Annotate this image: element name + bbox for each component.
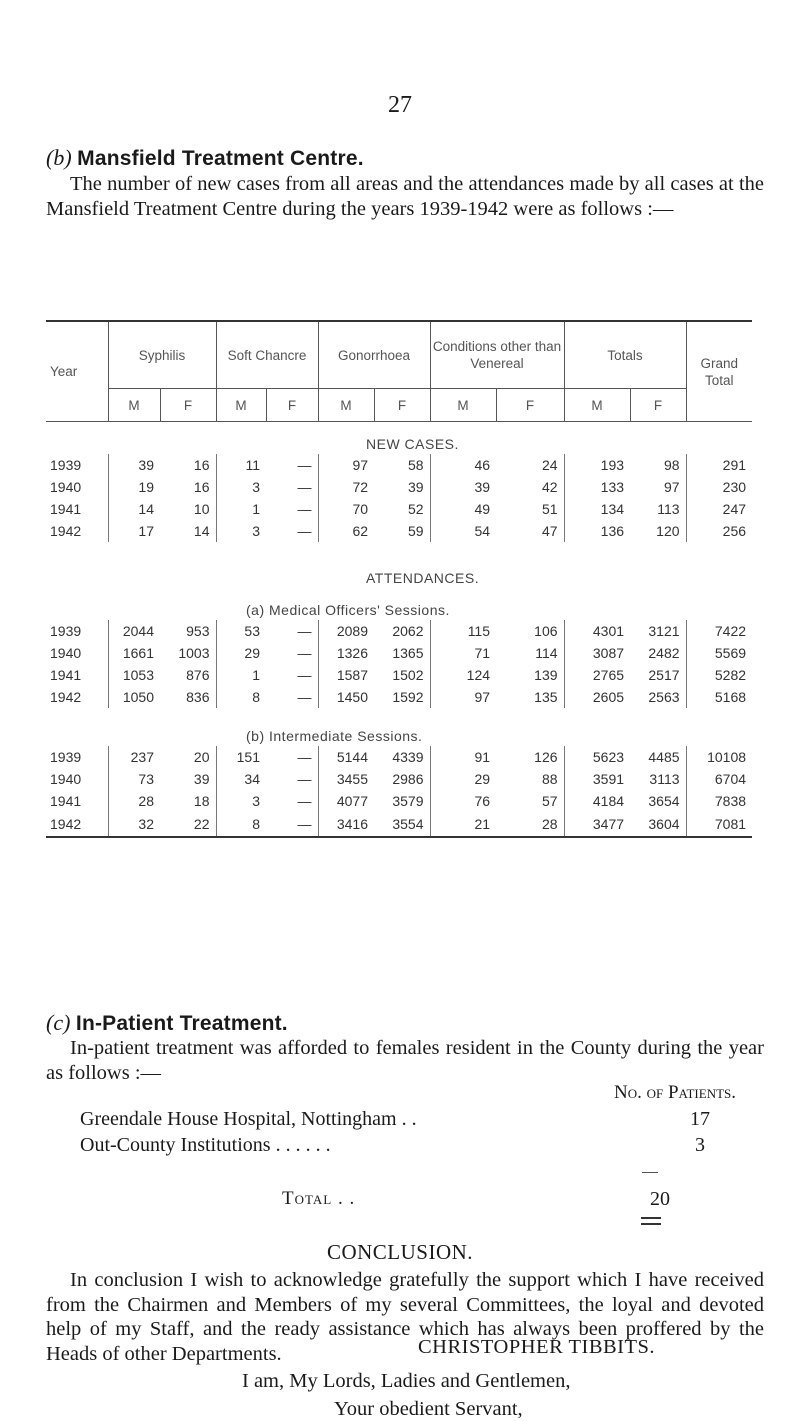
treatment-table-wrap: [46, 320, 752, 838]
section-banner-row: [46, 542, 752, 588]
table-cell: 51: [541, 501, 558, 517]
table-cell: 28: [496, 812, 564, 837]
table-cell: 3554: [374, 812, 430, 837]
table-cell: —: [297, 457, 312, 473]
table-cell: 62: [318, 520, 374, 542]
table-cell: 3579: [392, 793, 424, 809]
table-cell: 10108: [686, 746, 752, 768]
table-cell: 3087: [564, 642, 630, 664]
table-cell: 54: [430, 520, 496, 542]
table-cell: 5623: [564, 746, 630, 768]
section-banner: NEW CASES.: [366, 436, 459, 452]
table-cell: 1450: [318, 686, 374, 708]
table-cell: 88: [541, 771, 558, 787]
table-cell: 14: [108, 498, 160, 520]
sub-header-m: M: [318, 389, 374, 422]
table-cell: 98: [663, 457, 680, 473]
table-cell: 46: [430, 454, 496, 476]
table-cell: 7422: [686, 620, 752, 642]
table-cell: 1941: [50, 667, 82, 683]
table-cell: 134: [564, 498, 630, 520]
table-cell: 1: [216, 498, 266, 520]
table-cell: 291: [686, 454, 752, 476]
table-cell: 39: [407, 479, 424, 495]
total-value: 20: [650, 1188, 670, 1210]
closing: Your obedient Servant,: [334, 1398, 523, 1420]
table-cell: —: [297, 793, 312, 809]
table-cell: 59: [407, 523, 424, 539]
table-cell: —: [297, 689, 312, 705]
table-cell: 2482: [648, 645, 680, 661]
table-cell: —: [297, 645, 312, 661]
table-cell: 2605: [564, 686, 630, 708]
table-cell: 1939: [50, 457, 82, 473]
table-cell: 1587: [318, 664, 374, 686]
section-banner: ATTENDANCES.: [366, 570, 480, 586]
section-subbanner-row: [46, 708, 752, 746]
sub-header-m: M: [430, 389, 496, 422]
section-b-heading: [46, 145, 364, 171]
table-row: [46, 790, 752, 812]
patients-column-label: No. of Patients.: [614, 1082, 737, 1103]
table-cell: 3121: [648, 623, 680, 639]
grand-total-header: Grand Total: [686, 321, 752, 422]
table-cell: 3113: [649, 771, 680, 787]
table-cell: 5282: [686, 664, 752, 686]
table-cell: 18: [193, 793, 210, 809]
table-row: [46, 498, 752, 520]
salutation: I am, My Lords, Ladies and Gentlemen,: [242, 1370, 571, 1392]
table-cell: 1941: [50, 793, 82, 809]
table-cell: 21: [430, 812, 496, 837]
table-cell: 4184: [564, 790, 630, 812]
group-header-conditions: Conditions other than Venereal: [430, 321, 564, 389]
section-c-intro: In-patient treatment was afforded to females resident in the County during the year as follows :—: [46, 1037, 764, 1084]
table-cell: 3654: [648, 793, 680, 809]
table-cell: 237: [108, 746, 160, 768]
table-cell: 2089: [318, 620, 374, 642]
treatment-table: [46, 320, 752, 838]
table-cell: 5168: [686, 686, 752, 708]
table-cell: 39: [193, 771, 210, 787]
table-cell: 4339: [392, 749, 424, 765]
table-cell: 14: [193, 523, 210, 539]
table-cell: 32: [108, 812, 160, 837]
table-cell: —: [297, 771, 312, 787]
table-cell: 1003: [178, 645, 210, 661]
section-subbanner-row: [46, 588, 752, 620]
table-cell: 49: [430, 498, 496, 520]
table-cell: 3477: [564, 812, 630, 837]
table-cell: 47: [541, 523, 558, 539]
table-cell: —: [266, 812, 318, 837]
table-cell: 29: [216, 642, 266, 664]
sub-header-f: F: [496, 389, 564, 422]
table-cell: 20: [193, 749, 210, 765]
table-cell: 53: [216, 620, 266, 642]
group-header-syphilis: Syphilis: [108, 321, 216, 389]
table-cell: 7081: [686, 812, 752, 837]
table-row: [46, 642, 752, 664]
table-cell: 114: [535, 645, 558, 661]
section-c-heading: [46, 1010, 288, 1036]
table-cell: 70: [318, 498, 374, 520]
table-cell: 1939: [50, 623, 82, 639]
table-cell: 1942: [50, 689, 82, 705]
table-body: [46, 422, 752, 838]
table-cell: 2986: [392, 771, 424, 787]
section-b-intro: The number of new cases from all areas and the attendances made by all cases at the Mansfield Treatment Centre during the years 1939-1942 were as follows :—: [46, 173, 764, 220]
table-cell: 52: [407, 501, 424, 517]
table-row: [46, 476, 752, 498]
table-cell: 836: [186, 689, 210, 705]
table-cell: 16: [193, 479, 210, 495]
table-cell: 953: [186, 623, 210, 639]
table-row: [46, 620, 752, 642]
sub-header-m: M: [108, 389, 160, 422]
table-cell: 3: [216, 790, 266, 812]
table-row: [46, 454, 752, 476]
sub-header-f: F: [160, 389, 216, 422]
table-cell: 120: [656, 523, 680, 539]
sub-header-m: M: [564, 389, 630, 422]
table-cell: 113: [657, 501, 680, 517]
table-row: [46, 746, 752, 768]
table-cell: 6704: [686, 768, 752, 790]
section-b-title: Mansfield Treatment Centre.: [77, 147, 364, 170]
table-cell: 115: [430, 620, 496, 642]
table-row: [46, 664, 752, 686]
table-cell: 136: [564, 520, 630, 542]
table-cell: 39: [430, 476, 496, 498]
table-row: [46, 520, 752, 542]
table-cell: 11: [216, 454, 266, 476]
table-cell: 193: [564, 454, 630, 476]
table-cell: 2062: [392, 623, 424, 639]
table-cell: —: [297, 501, 312, 517]
table-row: [46, 768, 752, 790]
sub-header-f: F: [630, 389, 686, 422]
table-cell: —: [297, 479, 312, 495]
page-number: 27: [388, 92, 412, 118]
year-header: Year: [46, 321, 108, 422]
table-cell: —: [297, 667, 312, 683]
table-cell: 97: [430, 686, 496, 708]
table-cell: 24: [541, 457, 558, 473]
table-cell: 5144: [318, 746, 374, 768]
group-header-totals: Totals: [564, 321, 686, 389]
table-cell: 4077: [318, 790, 374, 812]
table-cell: 4485: [648, 749, 680, 765]
inpatient-value: 3: [695, 1134, 705, 1156]
table-cell: 97: [663, 479, 680, 495]
table-cell: 247: [686, 498, 752, 520]
table-cell: 139: [534, 667, 558, 683]
table-cell: 10: [193, 501, 210, 517]
table-cell: 1: [216, 664, 266, 686]
table-cell: 7838: [686, 790, 752, 812]
table-cell: 3: [216, 520, 266, 542]
table-cell: 3591: [564, 768, 630, 790]
table-cell: 1941: [50, 501, 82, 517]
table-cell: 29: [430, 768, 496, 790]
table-cell: 1942: [50, 523, 82, 539]
section-subbanner: (b) Intermediate Sessions.: [246, 728, 423, 744]
table-cell: 1326: [318, 642, 374, 664]
conclusion-heading: CONCLUSION.: [326, 1240, 474, 1264]
group-header-gonorrhoea: Gonorrhoea: [318, 321, 430, 389]
table-cell: 58: [407, 457, 424, 473]
table-cell: 17: [108, 520, 160, 542]
table-cell: 256: [686, 520, 752, 542]
inpatient-name: Out-County Institutions . . . . . .: [80, 1134, 331, 1156]
table-cell: 1592: [392, 689, 424, 705]
section-c-label: (c): [46, 1010, 71, 1035]
sub-header-f: F: [266, 389, 318, 422]
table-cell: 42: [541, 479, 558, 495]
table-cell: 8: [216, 812, 266, 837]
table-cell: 106: [534, 623, 558, 639]
inpatient-value: 17: [690, 1108, 710, 1130]
table-cell: 91: [430, 746, 496, 768]
table-cell: 3416: [318, 812, 374, 837]
table-cell: 8: [216, 686, 266, 708]
sub-header-f: F: [374, 389, 430, 422]
group-header-soft-chancre: Soft Chancre: [216, 321, 318, 389]
signature: CHRISTOPHER TIBBITS.: [418, 1336, 656, 1358]
table-cell: 28: [108, 790, 160, 812]
table-cell: 1940: [50, 771, 82, 787]
table-cell: 1940: [50, 479, 82, 495]
section-b-label: (b): [46, 145, 72, 170]
table-cell: 1939: [50, 749, 82, 765]
table-cell: 34: [216, 768, 266, 790]
table-cell: 3455: [318, 768, 374, 790]
table-cell: —: [297, 523, 312, 539]
table-cell: 4301: [564, 620, 630, 642]
table-cell: 3: [216, 476, 266, 498]
table-cell: 3604: [630, 812, 686, 837]
table-row: [46, 686, 752, 708]
sum-rule: [642, 1172, 658, 1173]
table-cell: 97: [318, 454, 374, 476]
section-c-title: In-Patient Treatment.: [75, 1012, 288, 1035]
table-cell: 2044: [108, 620, 160, 642]
table-cell: 1053: [108, 664, 160, 686]
table-cell: 1661: [108, 642, 160, 664]
table-cell: 133: [564, 476, 630, 498]
table-cell: 57: [541, 793, 558, 809]
table-cell: 1942: [46, 812, 108, 837]
table-cell: 22: [160, 812, 216, 837]
table-cell: 2563: [648, 689, 680, 705]
table-cell: 1050: [108, 686, 160, 708]
total-double-rule: [641, 1217, 661, 1225]
table-cell: 76: [430, 790, 496, 812]
table-cell: 73: [108, 768, 160, 790]
table-cell: —: [297, 623, 312, 639]
table-cell: 126: [534, 749, 558, 765]
section-banner-row: [46, 422, 752, 455]
inpatient-name: Greendale House Hospital, Nottingham . .: [80, 1108, 417, 1130]
table-cell: 151: [216, 746, 266, 768]
table-cell: 19: [108, 476, 160, 498]
table-cell: 16: [193, 457, 210, 473]
table-cell: 1940: [50, 645, 82, 661]
section-subbanner: (a) Medical Officers' Sessions.: [246, 602, 450, 618]
table-cell: 72: [318, 476, 374, 498]
table-cell: —: [297, 749, 312, 765]
table-cell: 2765: [564, 664, 630, 686]
table-cell: 1365: [392, 645, 424, 661]
table-cell: 39: [108, 454, 160, 476]
table-cell: 1502: [392, 667, 424, 683]
table-cell: 876: [186, 667, 210, 683]
table-cell: 230: [686, 476, 752, 498]
table-cell: 124: [430, 664, 496, 686]
total-label: Total . .: [282, 1188, 356, 1209]
table-cell: 2517: [648, 667, 680, 683]
table-cell: 135: [534, 689, 558, 705]
table-row: [46, 812, 752, 837]
sub-header-m: M: [216, 389, 266, 422]
table-cell: 71: [430, 642, 496, 664]
table-cell: 5569: [686, 642, 752, 664]
conclusion-text: In conclusion I wish to acknowledge gratefully the support which I have received from the Chairmen and Members of my several Committees, the loyal and devoted help of my Staff, and the ready assistance which has always been proffered by the Heads of other Departments.: [46, 1269, 764, 1365]
